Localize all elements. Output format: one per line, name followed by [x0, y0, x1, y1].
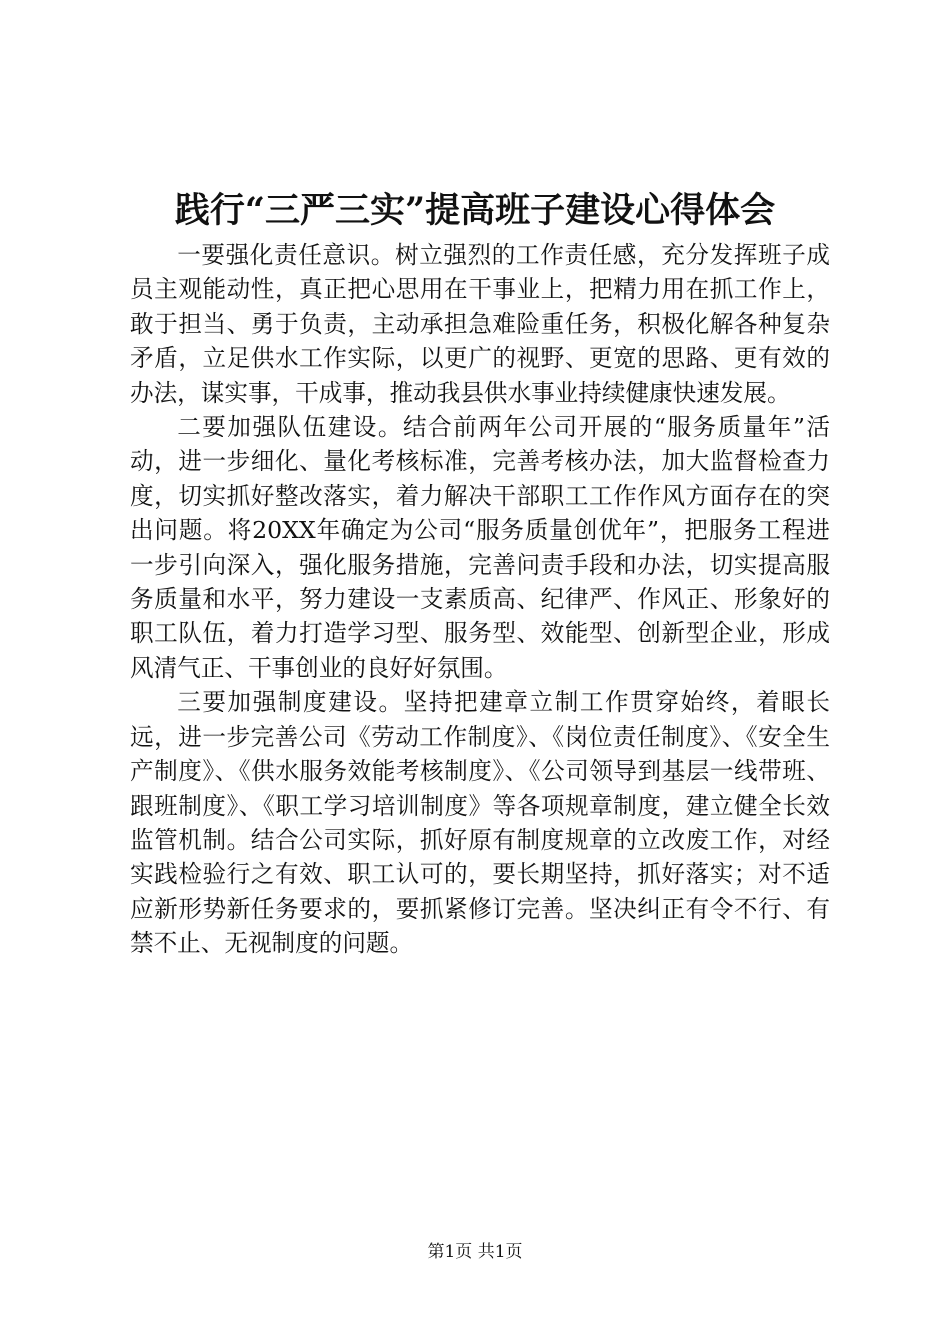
document-body [130, 238, 830, 961]
page-number-footer: 第1页 共1页 [427, 1242, 523, 1262]
paragraph-responsibility: 一要强化责任意识。树立强烈的工作责任感，充分发挥班子成员主观能动性，真正把心思用在干事业上，把精力用在抓工作上，敢于担当、勇于负责，主动承担急难险重任务，积极化解各种复杂矛盾，立足供水工作实际，以更广的视野、更宽的思路、更有效的办法，谋实事，干成事，推动我县供水事业持续健康快速发展。 [130, 241, 830, 407]
document-title: 践行“三严三实”提高班子建设心得体会 [174, 190, 776, 231]
paragraph-system-building: 三要加强制度建设。坚持把建章立制工作贯穿始终，着眼长远，进一步完善公司《劳动工作制度》、《岗位责任制度》、《安全生产制度》、《供水服务效能考核制度》、《公司领导到基层一线带班、跟班制度》、《职工学习培训制度》等各项规章制度，建立健全长效监管机制。结合公司实际，抓好原有制度规章的立改废工作，对经实践检验行之有效、职工认可的，要长期坚持，抓好落实；对不适应新形势新任务要求的，要抓紧修订完善。坚决纠正有令不行、有禁不止、无视制度的问题。 [130, 688, 830, 958]
paragraph-team-building: 二要加强队伍建设。结合前两年公司开展的“服务质量年”活动，进一步细化、量化考核标准，完善考核办法，加大监督检查力度，切实抓好整改落实，着力解决干部职工工作作风方面存在的突出问题。将20XX年确定为公司“服务质量创优年”，把服务工程进一步引向深入，强化服务措施，完善问责手段和办法，切实提高服务质量和水平，努力建设一支素质高、纪律严、作风正、形象好的职工队伍，着力打造学习型、服务型、效能型、创新型企业，形成风清气正、干事创业的良好好氛围。 [130, 413, 830, 682]
